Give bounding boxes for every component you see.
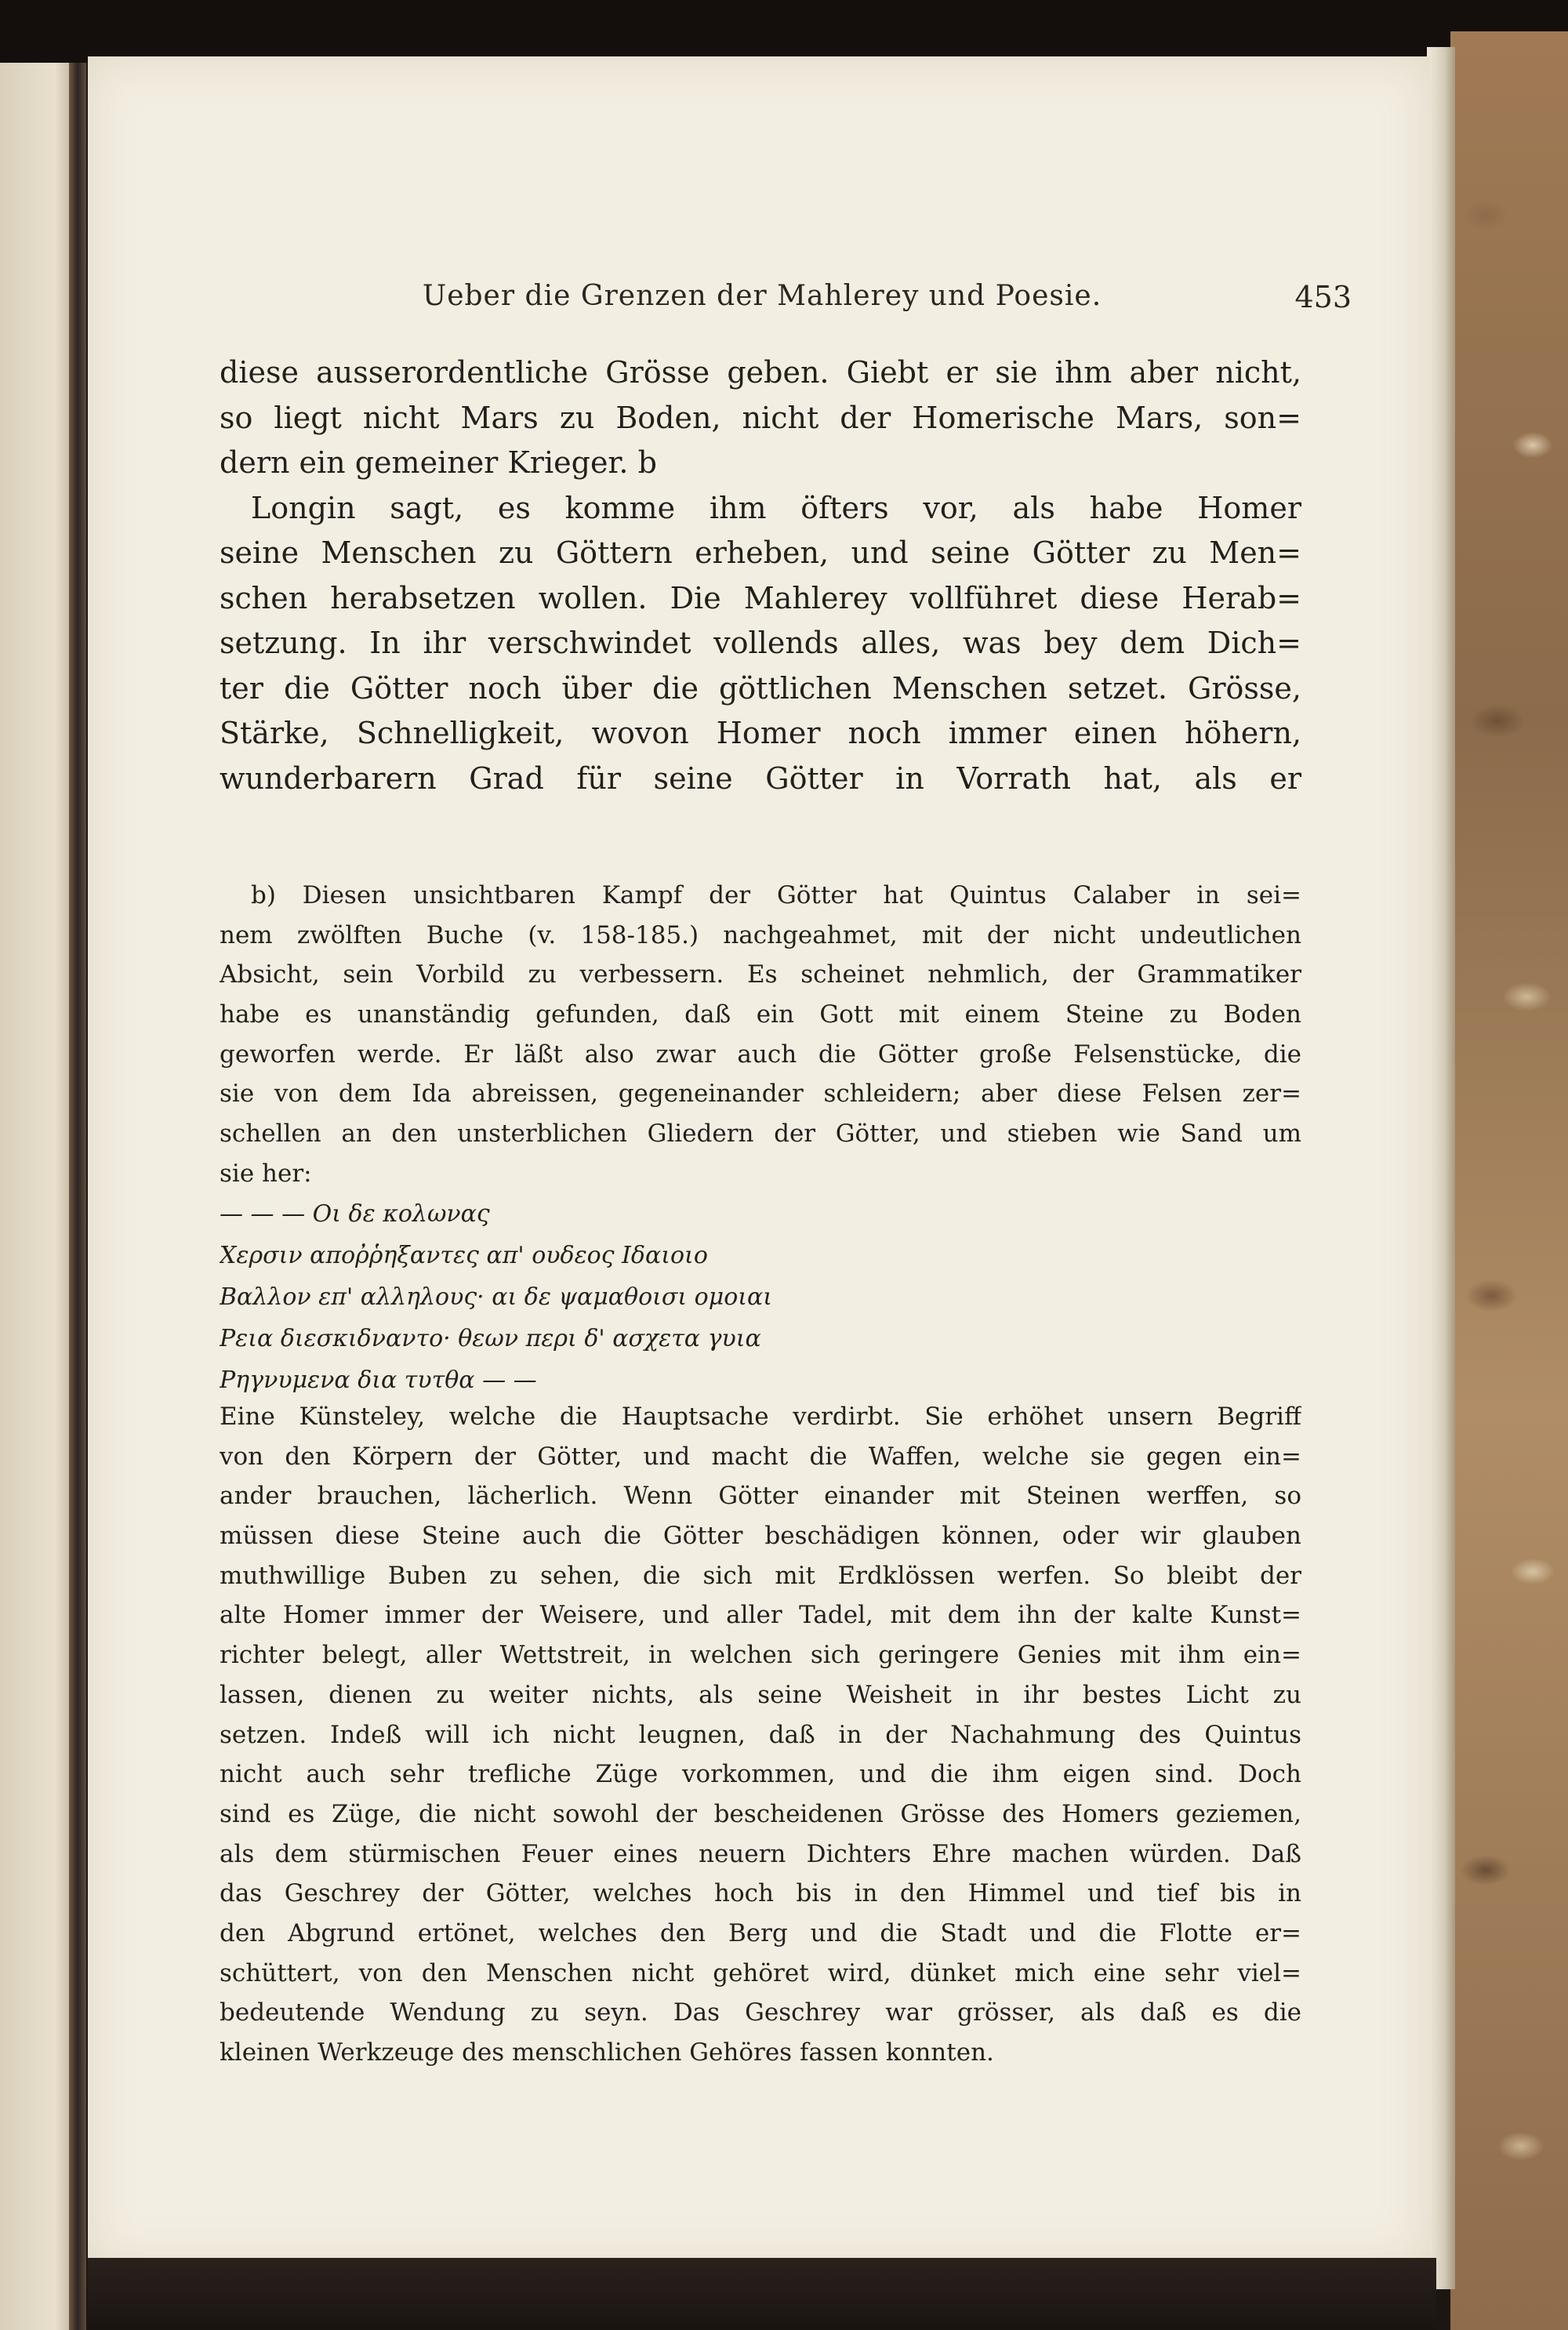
marbled-cover-board xyxy=(1450,31,1568,2330)
footnote-line: muthwillige Buben zu sehen, die sich mit Erdklössen werfen. So bleibt der xyxy=(220,1561,1301,1590)
footnote-line: ander brauchen, lächerlich. Wenn Götter einander mit Steinen werffen, so xyxy=(220,1482,1301,1511)
footnote-line: Absicht, sein Vorbild zu verbessern. Es scheinet nehmlich, der Grammatiker xyxy=(220,960,1301,989)
footnote-line: nicht auch sehr trefliche Züge vorkommen, und die ihm eigen sind. Doch xyxy=(220,1760,1301,1789)
text-line: so liegt nicht Mars zu Boden, nicht der Homerische Mars, son= xyxy=(220,400,1301,435)
footnote-b-continued xyxy=(220,1397,1301,2073)
greek-line: Ρεια διεσκιδναντο· θεων περι δ' ασχετα γυια xyxy=(220,1325,761,1352)
footnote-line: richter belegt, aller Wettstreit, in welchen sich geringere Genies mit ihm ein= xyxy=(220,1641,1301,1670)
book-page xyxy=(88,56,1430,2267)
footnote-line: lassen, dienen zu weiter nichts, als seine Weisheit in ihr bestes Licht zu xyxy=(220,1680,1301,1709)
footnote-line: schellen an den unsterblichen Gliedern der Götter, und stieben wie Sand um xyxy=(220,1120,1301,1149)
page-header xyxy=(88,280,1430,327)
text-line: Longin sagt, es komme ihm öfters vor, als habe Homer xyxy=(251,490,1301,525)
text-line: diese ausserordentliche Grösse geben. Giebt er sie ihm aber nicht, xyxy=(220,355,1301,390)
footnote-line: setzen. Indeß will ich nicht leugnen, daß in der Nachahmung des Quintus xyxy=(220,1720,1301,1749)
text-line: setzung. In ihr verschwindet vollends alles, was bey dem Dich= xyxy=(220,626,1301,660)
page-block-edge xyxy=(1427,47,1455,2289)
footnote-line: schüttert, von den Menschen nicht gehöret wird, dünket mich eine sehr viel= xyxy=(220,1958,1301,1987)
footnote-line: sie von dem Ida abreissen, gegeneinander schleidern; aber diese Felsen zer= xyxy=(220,1080,1301,1109)
footnote-line: müssen diese Steine auch die Götter beschädigen können, oder wir glauben xyxy=(220,1522,1301,1551)
footnote-line: von den Körpern der Götter, und macht die Waffen, welche sie gegen ein= xyxy=(220,1442,1301,1471)
footnote-line: sie her: xyxy=(220,1159,312,1188)
footnote-line: nem zwölften Buche (v. 158-185.) nachgeahmet, mit der nicht undeutlichen xyxy=(220,920,1301,949)
footnote-line: Eine Künsteley, welche die Hauptsache verdirbt. Sie erhöhet unsern Begriff xyxy=(220,1403,1301,1431)
book-gutter xyxy=(69,63,86,2330)
footnote-line: geworfen werde. Er läßt also zwar auch die Götter große Felsenstücke, die xyxy=(220,1040,1301,1069)
text-line: ter die Götter noch über die göttlichen Menschen setzet. Grösse, xyxy=(220,670,1301,706)
left-page-edge xyxy=(0,63,78,2330)
footnote-line: das Geschrey der Götter, welches hoch bis in den Himmel und tief bis in xyxy=(220,1879,1301,1908)
greek-line: Ρηγνυμενα δια τυτθα — — xyxy=(220,1366,537,1394)
footnote-line: bedeutende Wendung zu seyn. Das Geschrey war grösser, als daß es die xyxy=(220,1998,1301,2027)
footnote-line: als dem stürmischen Feuer eines neuern Dichters Ehre machen würden. Daß xyxy=(220,1839,1301,1868)
text-line: wunderbarern Grad für seine Götter in Vorrath hat, als er xyxy=(220,760,1301,796)
background-top xyxy=(0,0,1568,63)
footnote-line: habe es unanständig gefunden, daß ein Gott mit einem Steine zu Boden xyxy=(220,1000,1301,1029)
text-line: dern ein gemeiner Krieger. b xyxy=(220,445,657,480)
text-line: seine Menschen zu Göttern erheben, und seine Götter zu Men= xyxy=(220,535,1301,570)
footnote-line: den Abgrund ertönet, welches den Berg und die Stadt und die Flotte er= xyxy=(220,1918,1301,1947)
footnote-b xyxy=(220,876,1301,1194)
background-bottom xyxy=(88,2258,1436,2330)
text-line: schen herabsetzen wollen. Die Mahlerey vollführet diese Herab= xyxy=(220,580,1301,615)
page-number: 453 xyxy=(1294,280,1352,314)
greek-quotation xyxy=(220,1193,1301,1401)
footnote-line: b) Diesen unsichtbaren Kampf der Götter hat Quintus Calaber in sei= xyxy=(251,881,1301,909)
greek-line: — — — Οι δε κολωνας xyxy=(220,1200,490,1228)
footnote-line: sind es Züge, die nicht sowohl der bescheidenen Grösse des Homers geziemen, xyxy=(220,1799,1301,1828)
running-head: Ueber die Grenzen der Mahlerey und Poesie. xyxy=(422,280,1102,312)
footnote-line: kleinen Werkzeuge des menschlichen Gehöres fassen konnten. xyxy=(220,2038,994,2067)
greek-line: Χερσιν αποῤῥηξαντες απ' ουδεος Ιδαιοιο xyxy=(220,1242,708,1269)
text-line: Stärke, Schnelligkeit, wovon Homer noch immer einen höhern, xyxy=(220,716,1301,750)
greek-line: Βαλλον επ' αλληλους· αι δε ψαμαθοισι ομοιαι xyxy=(220,1283,773,1311)
footnote-line: alte Homer immer der Weisere, und aller Tadel, mit dem ihn der kalte Kunst= xyxy=(220,1601,1301,1630)
main-body-text xyxy=(220,350,1301,801)
